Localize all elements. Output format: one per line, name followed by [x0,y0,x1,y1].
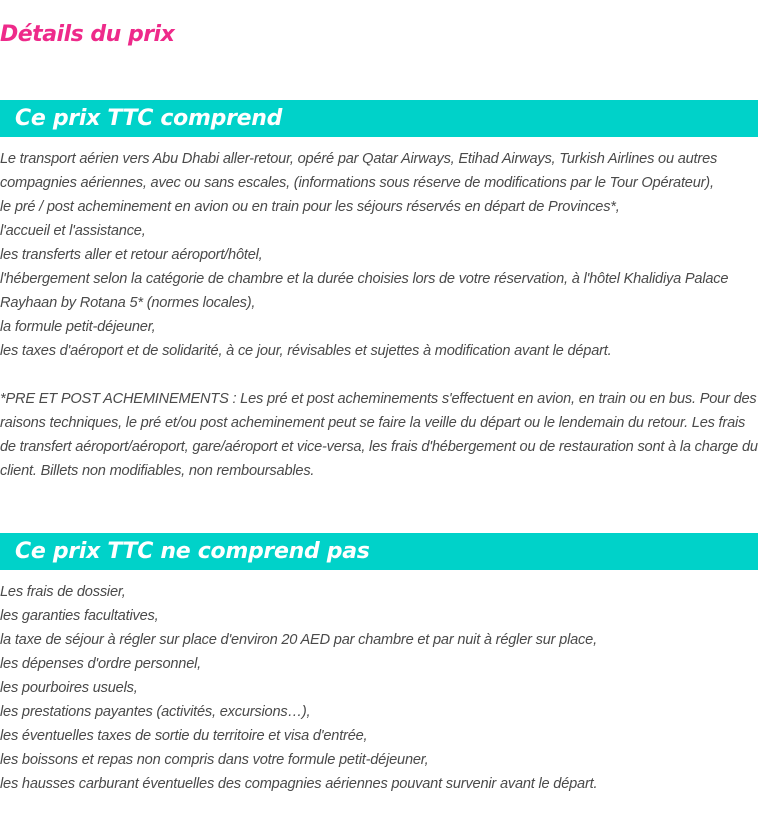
list-item: les pourboires usuels, [0,680,138,696]
list-item: Le transport aérien vers Abu Dhabi aller-retour, opéré par Qatar Airways, Etihad Airways, Turkish Airlines ou autres compagnies aériennes, avec ou sans escales, (informations sous réserve de modifications par le Tour Opérateur), [0,151,718,191]
excluded-list [0,580,758,796]
excluded-section-heading: Ce prix TTC ne comprend pas [15,539,370,564]
included-section-header [0,100,758,137]
list-item: les transferts aller et retour aéroport/hôtel, [0,247,263,263]
included-section-heading: Ce prix TTC comprend [15,106,283,131]
transfer-note-text: *PRE ET POST ACHEMINEMENTS : Les pré et post acheminements s'effectuent en avion, en train ou en bus. Pour des raisons techniques, le pré et/ou post acheminement peut se faire la veille du départ ou le lendemain du retour. Les frais de transfert aéroport/aéroport, gare/aéroport et vice-versa, les frais d'hébergement ou de restauration sont à la charge du client. Billets non modifiables, non remboursables. [0,391,758,479]
list-item: les boissons et repas non compris dans votre formule petit-déjeuner, [0,752,429,768]
list-item: les taxes d'aéroport et de solidarité, à ce jour, révisables et sujettes à modification avant le départ. [0,343,612,359]
list-item: l'hébergement selon la catégorie de chambre et la durée choisies lors de votre réservation, à l'hôtel Khalidiya Palace Rayhaan by Rotana 5* (normes locales), [0,271,729,311]
list-item: la taxe de séjour à régler sur place d'environ 20 AED par chambre et par nuit à régler sur place, [0,632,597,648]
list-item: Les frais de dossier, [0,584,126,600]
transfer-note [0,387,758,483]
list-item: le pré / post acheminement en avion ou en train pour les séjours réservés en départ de Provinces*, [0,199,620,215]
list-item: les éventuelles taxes de sortie du territoire et visa d'entrée, [0,728,368,744]
list-item: les dépenses d'ordre personnel, [0,656,202,672]
excluded-section-header [0,533,758,570]
list-item: les garanties facultatives, [0,608,159,624]
list-item: les hausses carburant éventuelles des compagnies aériennes pouvant survenir avant le départ. [0,776,598,792]
included-list [0,147,758,363]
list-item: les prestations payantes (activités, excursions…), [0,704,311,720]
page-title: Détails du prix [0,22,175,47]
list-item: la formule petit-déjeuner, [0,319,156,335]
list-item: l'accueil et l'assistance, [0,223,146,239]
